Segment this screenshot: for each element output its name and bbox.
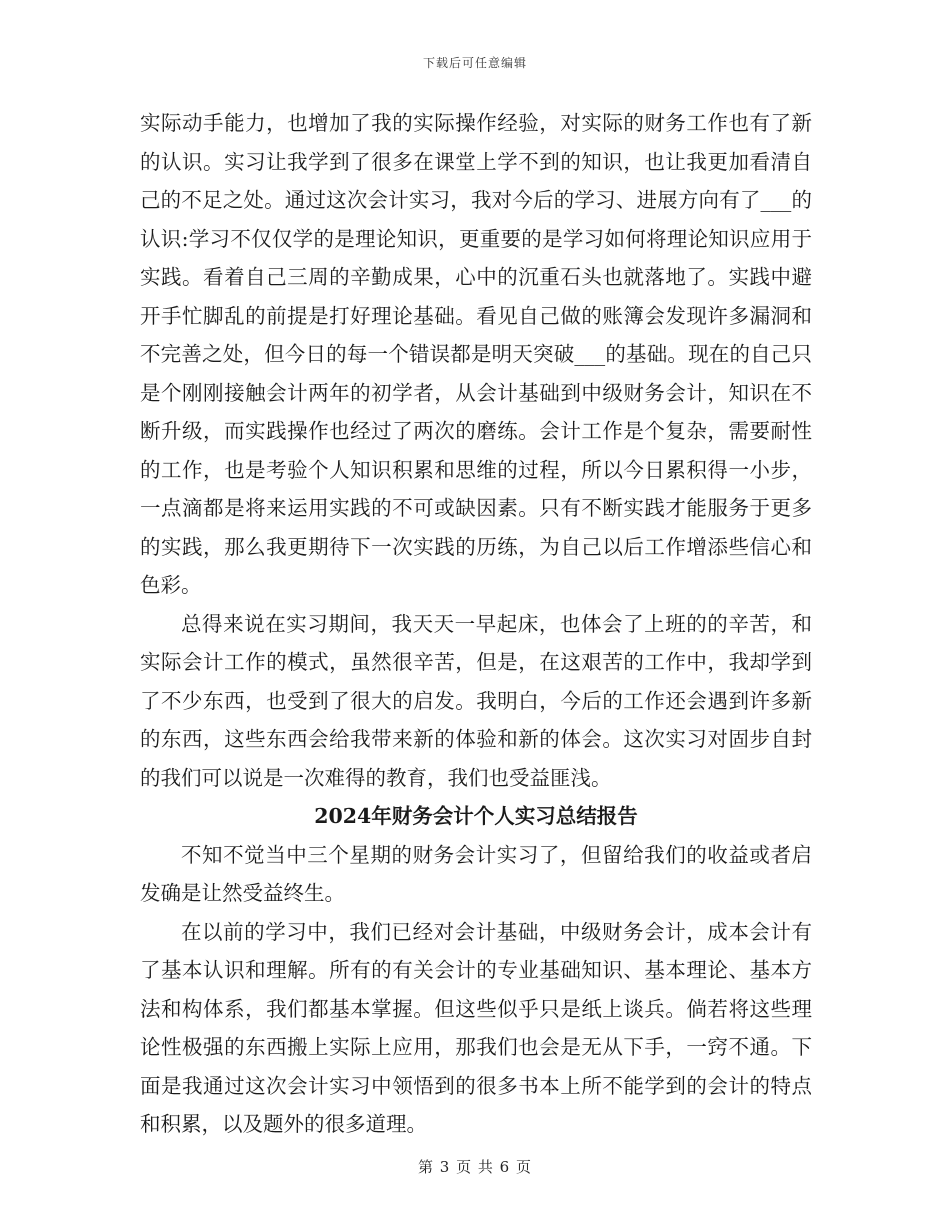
document-body (140, 104, 812, 1144)
section-title: 2024年财务会计个人实习总结报告 (314, 804, 638, 828)
page-header: 下载后可任意编辑 (422, 56, 527, 70)
paragraph-learning: 在以前的学习中，我们已经对会计基础，中级财务会计，成本会计有了基本认识和理解。所有的有关会计的专业基础知识、基本理论、基本方法和构体系，我们都基本掌握。但这些似乎只是纸上谈兵。倘若将这些理论性极强的东西搬上实际上应用，那我们也会是无从下手，一窍不通。下面是我通过这次会计实习中领悟到的很多书本上所不能学到的会计的特点和积累，以及题外的很多道理。 (140, 919, 812, 1136)
paragraph-continued: 实际动手能力，也增加了我的实际操作经验，对实际的财务工作也有了新的认识。实习让我学到了很多在课堂上学不到的知识，也让我更加看清自己的不足之处。通过这次会计实习，我对今后的学习、进展方向有了___的认识:学习不仅仅学的是理论知识，更重要的是学习如何将理论知识应用于实践。看着自己三周的辛勤成果，心中的沉重石头也就落地了。实践中避开手忙脚乱的前提是打好理论基础。看见自己做的账簿会发现许多漏洞和不完善之处，但今日的每一个错误都是明天突破___的基础。现在的自己只是个刚刚接触会计两年的初学者，从会计基础到中级财务会计，知识在不断升级，而实践操作也经过了两次的磨练。会计工作是个复杂，需要耐性的工作，也是考验个人知识积累和思维的过程，所以今日累积得一小步，一点滴都是将来运用实践的不可或缺因素。只有不断实践才能服务于更多的实践，那么我更期待下一次实践的历练，为自己以后工作增添些信心和色彩。 (140, 111, 812, 597)
page-number: 第 3 页 共 6 页 (418, 1158, 532, 1176)
paragraph-summary: 总得来说在实习期间，我天天一早起床，也体会了上班的的辛苦，和实际会计工作的模式，虽然很辛苦，但是，在这艰苦的工作中，我却学到了不少东西，也受到了很大的启发。我明白，今后的工作还会遇到许多新的东西，这些东西会给我带来新的体验和新的体会。这次实习对固步自封的我们可以说是一次难得的教育，我们也受益匪浅。 (140, 611, 812, 790)
paragraph-intro: 不知不觉当中三个星期的财务会计实习了，但留给我们的收益或者启发确是让然受益终生。 (140, 842, 812, 905)
